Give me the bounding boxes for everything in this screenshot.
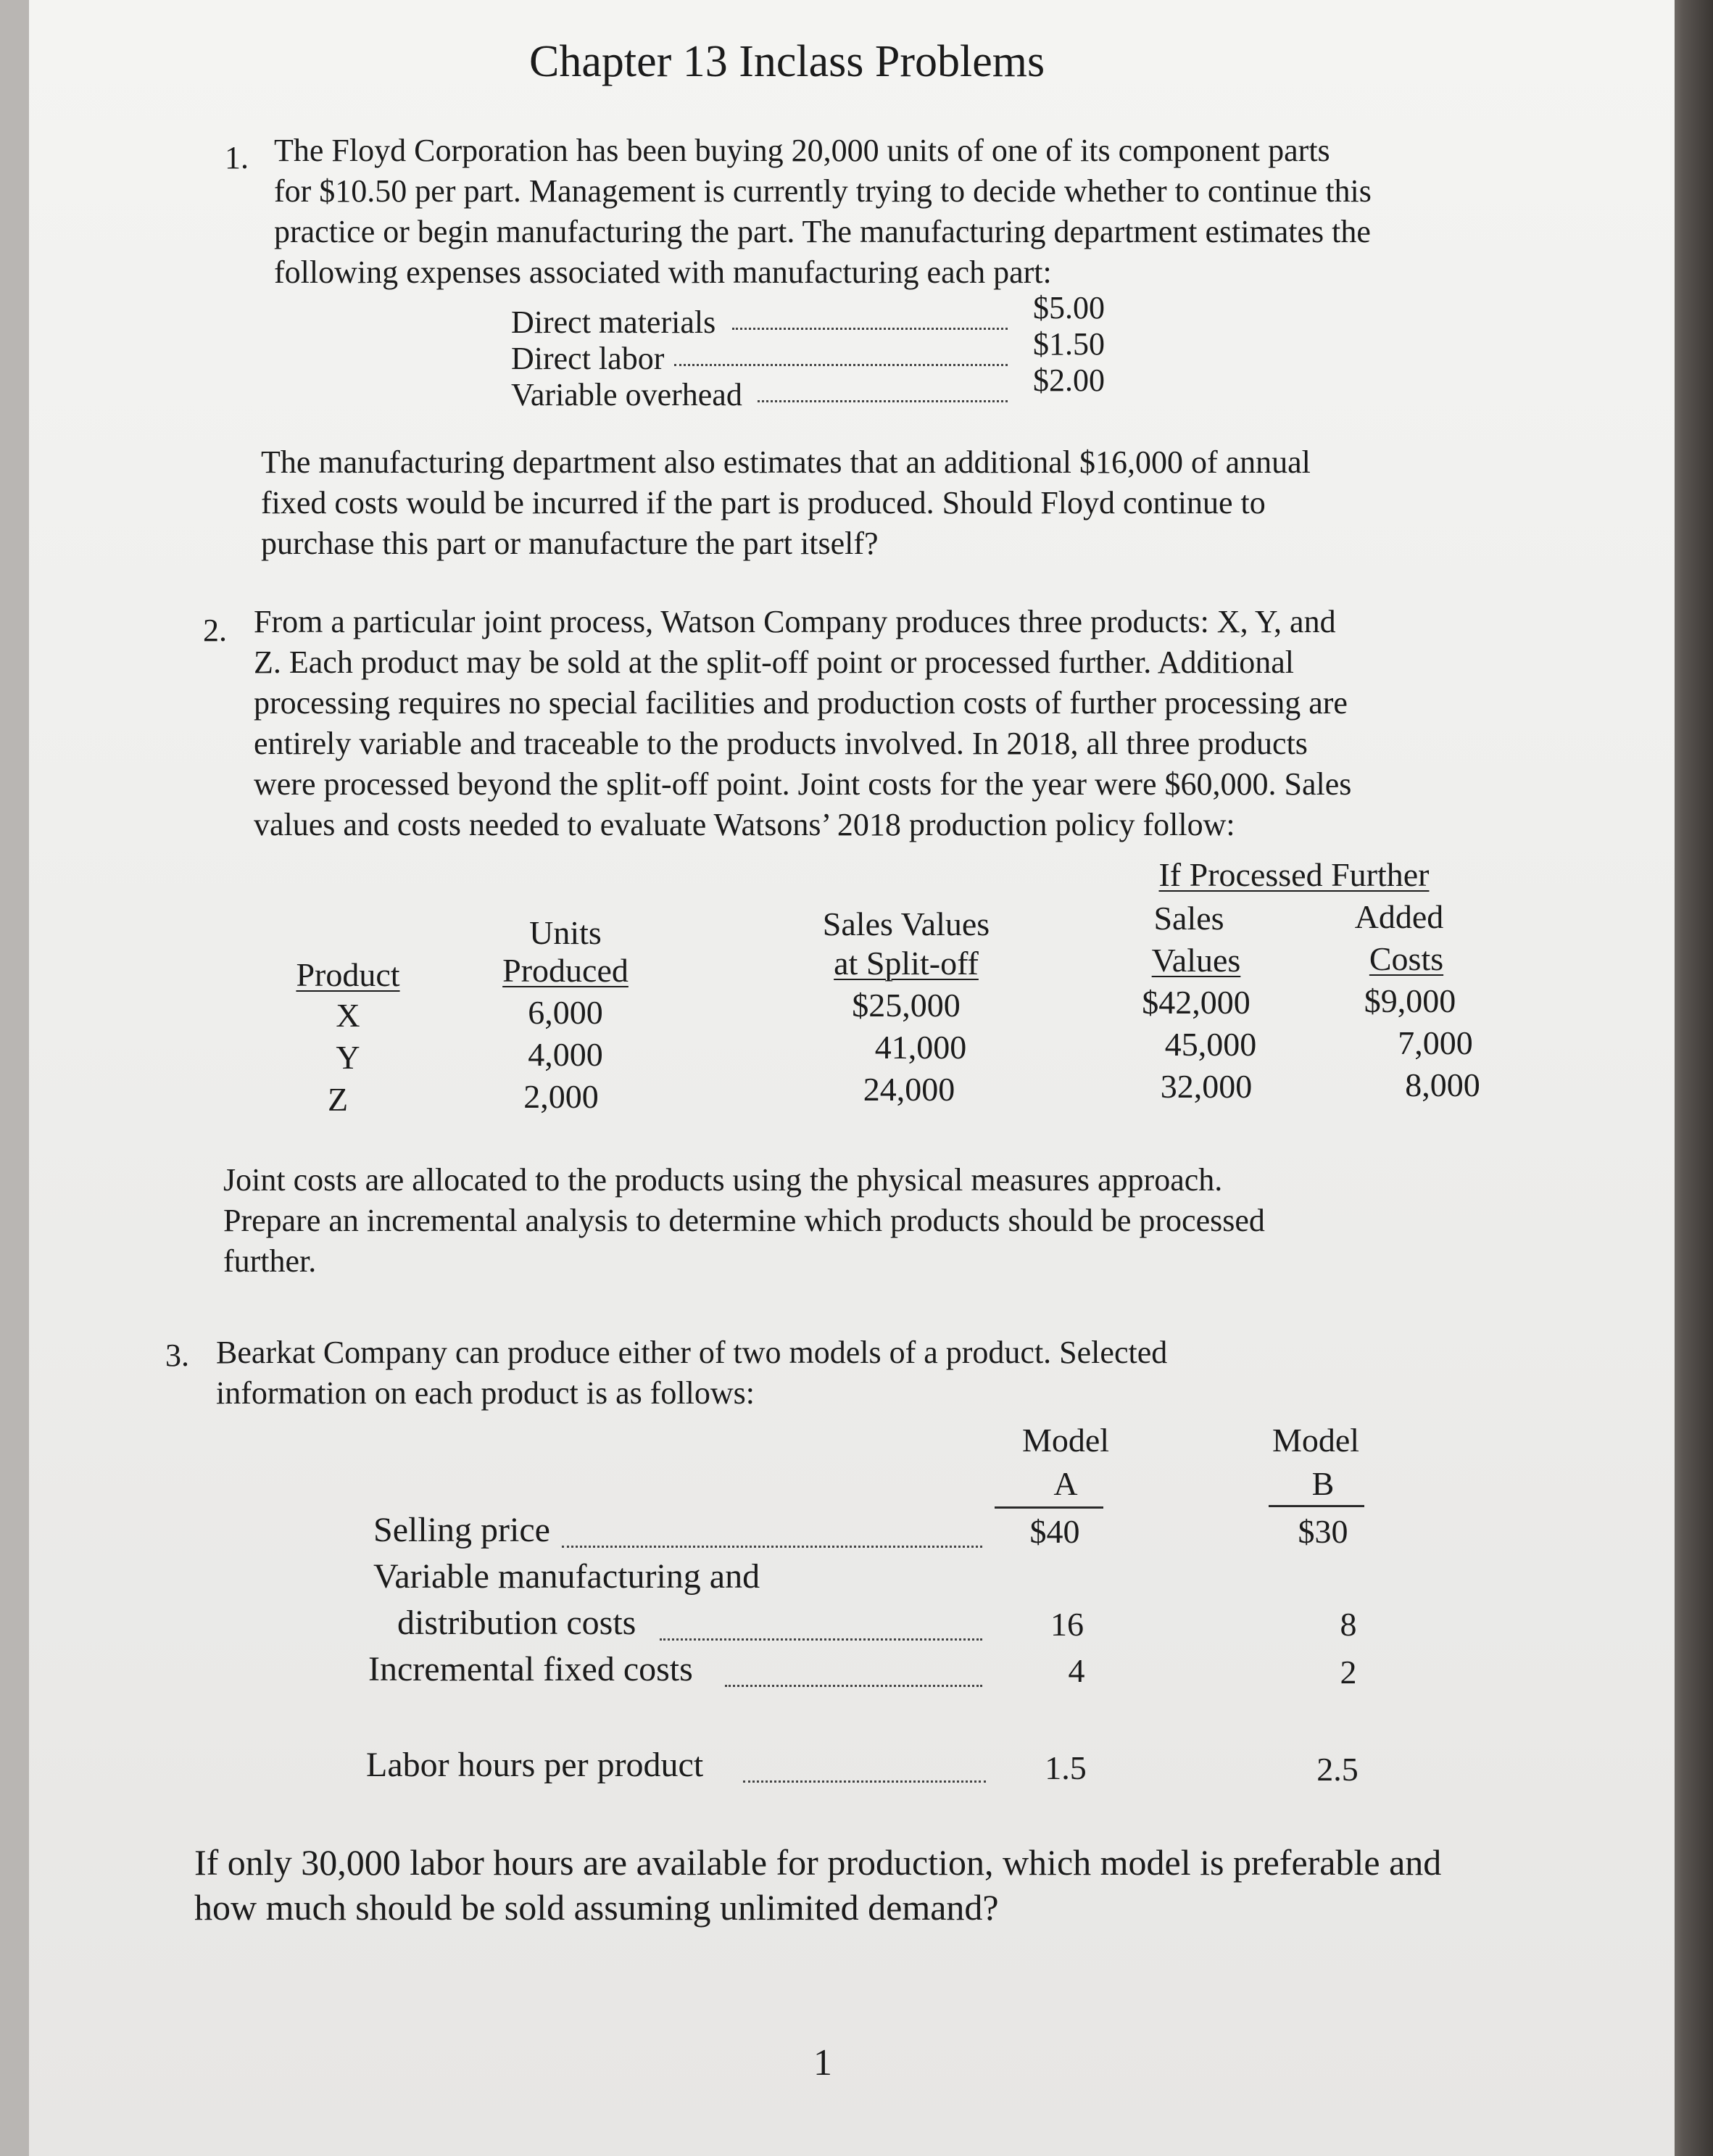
- problem-3-line: Bearkat Company can produce either of two models of a product. Selected: [216, 1335, 1168, 1370]
- problem-3-line: information on each product is as follows:: [216, 1375, 755, 1411]
- model-b-selling-price: $30: [1298, 1513, 1348, 1550]
- header-units-bottom: Produced: [502, 952, 629, 989]
- problem-1-followup-line: fixed costs would be incurred if the part is produced. Should Floyd continue to: [261, 485, 1266, 521]
- model-a-underline: [995, 1506, 1103, 1509]
- problem-2-line: processing requires no special facilities and production costs of further processing are: [254, 685, 1348, 721]
- cell-added-cost: 8,000: [1405, 1066, 1480, 1103]
- cost-value-direct-labor: $1.50: [1033, 326, 1105, 362]
- group-header-processed-further: If Processed Further: [1158, 856, 1430, 893]
- header-split-bottom: at Split-off: [834, 945, 979, 982]
- problem-2-followup: [223, 1160, 1265, 1282]
- problem-1-text: [274, 130, 1372, 293]
- header-added-bottom: Costs: [1369, 940, 1444, 977]
- problem-3-question-line: how much should be sold assuming unlimited demand?: [194, 1887, 999, 1928]
- cost-value-variable-overhead: $2.00: [1033, 362, 1105, 398]
- problem-2-followup-line: Joint costs are allocated to the products using the physical measures approach.: [223, 1162, 1223, 1198]
- problem-3-question: [194, 1840, 1441, 1930]
- leader-dots: [732, 328, 1008, 330]
- problem-1-followup-line: The manufacturing department also estimates that an additional $16,000 of annual: [261, 444, 1311, 480]
- header-model-a: A: [1053, 1465, 1078, 1502]
- problem-2-number: 2.: [203, 613, 227, 648]
- cell-units: 4,000: [528, 1036, 603, 1073]
- header-added-top: Added: [1354, 898, 1444, 935]
- cell-sales-value: 32,000: [1160, 1068, 1253, 1105]
- row-label-distribution-costs: distribution costs: [397, 1604, 636, 1642]
- leader-dots: [562, 1546, 982, 1548]
- header-model-b: B: [1311, 1465, 1335, 1502]
- header-sales-bottom: Values: [1151, 942, 1241, 979]
- model-a-selling-price: $40: [1029, 1513, 1080, 1550]
- leader-dots: [758, 400, 1008, 402]
- cost-label-variable-overhead: Variable overhead: [511, 377, 742, 412]
- cell-split-value: 24,000: [863, 1071, 955, 1108]
- problem-1-line: The Floyd Corporation has been buying 20,000 units of one of its component parts: [274, 133, 1330, 168]
- model-b-underline: [1269, 1505, 1364, 1507]
- page-left-edge: [0, 0, 29, 2156]
- problem-1-line: following expenses associated with manufacturing each part:: [274, 254, 1052, 290]
- header-product: Product: [296, 956, 400, 993]
- cell-product: Y: [336, 1039, 360, 1076]
- cell-added-cost: 7,000: [1398, 1024, 1473, 1061]
- page-title: Chapter 13 Inclass Problems: [529, 37, 1045, 86]
- row-label-variable-costs-line-1: Variable manufacturing and: [373, 1557, 760, 1596]
- problem-1-number: 1.: [225, 140, 249, 175]
- problem-2-line: values and costs needed to evaluate Watsons’ 2018 production policy follow:: [254, 807, 1235, 842]
- cell-product: Z: [327, 1081, 349, 1118]
- page-number: 1: [813, 2042, 832, 2084]
- row-label-incremental-fixed-costs: Incremental fixed costs: [368, 1650, 693, 1688]
- model-a-variable-costs: 16: [1050, 1606, 1084, 1643]
- header-sales-top: Sales: [1153, 900, 1224, 937]
- cell-sales-value: 45,000: [1164, 1026, 1257, 1063]
- problem-1-followup: [261, 442, 1311, 564]
- cell-split-value: 41,000: [874, 1029, 967, 1066]
- cell-units: 6,000: [528, 994, 603, 1031]
- leader-dots: [660, 1638, 982, 1641]
- header-model-a-word: Model: [1021, 1422, 1110, 1459]
- problem-2-line: From a particular joint process, Watson Company produces three products: X, Y, and: [254, 604, 1336, 639]
- cell-units: 2,000: [523, 1078, 599, 1115]
- cell-sales-value: $42,000: [1142, 984, 1250, 1021]
- leader-dots: [743, 1780, 986, 1783]
- row-label-labor-hours: Labor hours per product: [366, 1746, 704, 1784]
- cost-value-direct-materials: $5.00: [1033, 290, 1105, 326]
- problem-1-line: for $10.50 per part. Management is currently trying to decide whether to continue this: [274, 173, 1372, 209]
- header-split-top: Sales Values: [822, 905, 990, 942]
- problem-2-followup-line: further.: [223, 1243, 317, 1279]
- cell-product: X: [336, 997, 360, 1034]
- problem-3-text: [216, 1332, 1167, 1414]
- problem-1-followup-line: purchase this part or manufacture the part itself?: [261, 526, 879, 561]
- leader-dots: [725, 1685, 982, 1687]
- header-model-b-word: Model: [1272, 1422, 1360, 1459]
- cell-split-value: $25,000: [852, 987, 961, 1024]
- model-b-variable-costs: 8: [1340, 1606, 1357, 1643]
- leader-dots: [674, 364, 1008, 366]
- problem-2-line: were processed beyond the split-off point. Joint costs for the year were $60,000. Sales: [254, 766, 1352, 802]
- problem-2-text: [254, 602, 1351, 845]
- model-a-fixed-costs: 4: [1068, 1652, 1085, 1689]
- cell-added-cost: $9,000: [1364, 982, 1456, 1019]
- model-b-fixed-costs: 2: [1340, 1654, 1357, 1691]
- problem-2-followup-line: Prepare an incremental analysis to determine which products should be processed: [223, 1203, 1265, 1238]
- cost-label-direct-materials: Direct materials: [511, 304, 716, 340]
- model-b-labor-hours: 2.5: [1316, 1751, 1359, 1788]
- model-a-labor-hours: 1.5: [1045, 1749, 1087, 1786]
- cost-label-direct-labor: Direct labor: [511, 341, 665, 376]
- header-units-top: Units: [529, 914, 602, 951]
- problem-3-question-line: If only 30,000 labor hours are available for production, which model is preferable and: [194, 1842, 1442, 1883]
- problem-3-number: 3.: [165, 1338, 189, 1373]
- row-label-selling-price: Selling price: [373, 1511, 550, 1549]
- problem-2-line: entirely variable and traceable to the products involved. In 2018, all three products: [254, 726, 1308, 761]
- problem-1-line: practice or begin manufacturing the part. The manufacturing department estimates the: [274, 214, 1371, 249]
- problem-2-line: Z. Each product may be sold at the split-off point or processed further. Additional: [254, 644, 1294, 680]
